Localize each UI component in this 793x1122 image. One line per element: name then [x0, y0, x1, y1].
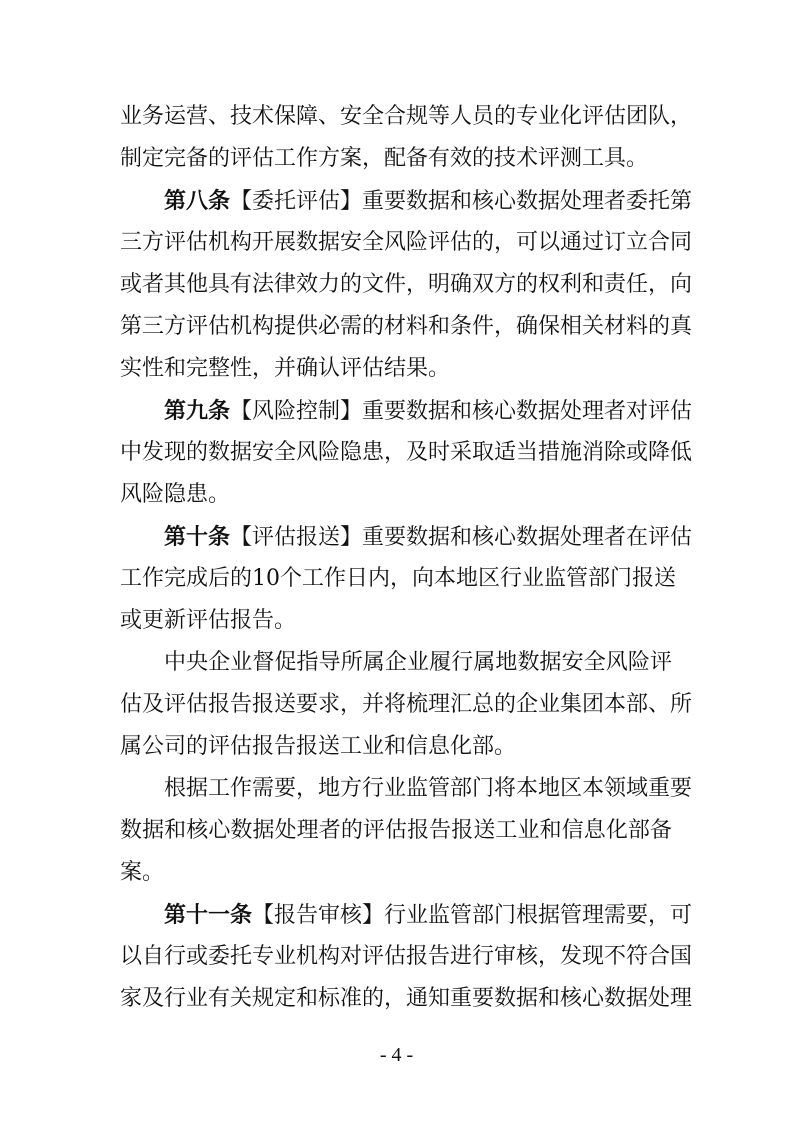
- body-line: 风险隐患。: [120, 482, 231, 507]
- body-line: 中发现的数据安全风险隐患，及时采取适当措施消除或降低: [120, 440, 693, 465]
- body-line: 中央企业督促指导所属企业履行属地数据安全风险评: [164, 650, 672, 675]
- body-line: 家及行业有关规定和标准的，通知重要数据和核心数据处理: [120, 986, 693, 1011]
- body-line: 实性和完整性，并确认评估结果。: [120, 356, 451, 381]
- body-line: 估及评估报告报送要求，并将梳理汇总的企业集团本部、所: [120, 692, 693, 717]
- body-line: 数据和核心数据处理者的评估报告报送工业和信息化部备: [120, 818, 672, 843]
- body-line: 三方评估机构开展数据安全风险评估的，可以通过订立合同: [120, 230, 693, 255]
- article-10-heading-text: 【评估报送】重要数据和核心数据处理者在评估: [230, 525, 693, 550]
- article-8-first-line: [164, 187, 693, 215]
- body-line: 业务运营、技术保障、安全合规等人员的专业化评估团队，: [120, 104, 693, 129]
- article-10-title: 第十条: [164, 524, 231, 550]
- article-8-heading-text: 【委托评估】重要数据和核心数据处理者委托第: [230, 189, 693, 214]
- article-9-heading-text: 【风险控制】重要数据和核心数据处理者对评估: [230, 399, 693, 424]
- body-line: 或者其他具有法律效力的文件，明确双方的权利和责任，向: [120, 272, 693, 297]
- article-11-heading-text: 【报告审核】行业监管部门根据管理需要，可: [252, 903, 693, 928]
- body-line: 属公司的评估报告报送工业和信息化部。: [120, 734, 517, 759]
- article-9-first-line: [164, 397, 693, 425]
- body-line: 根据工作需要，地方行业监管部门将本地区本领域重要: [164, 776, 693, 801]
- body-line: 第三方评估机构提供必需的材料和条件，确保相关材料的真: [120, 314, 693, 339]
- page-number: - 4 -: [379, 1044, 414, 1066]
- body-line: 以自行或委托专业机构对评估报告进行审核，发现不符合国: [120, 944, 693, 969]
- body-line: 工作完成后的10个工作日内，向本地区行业监管部门报送: [120, 566, 676, 591]
- article-11-first-line: [164, 901, 693, 929]
- article-9-title: 第九条: [164, 398, 231, 424]
- body-line: 制定完备的评估工作方案，配备有效的技术评测工具。: [120, 146, 649, 171]
- article-8-title: 第八条: [164, 188, 231, 214]
- body-line: 或更新评估报告。: [120, 608, 297, 633]
- article-11-title: 第十一条: [164, 902, 253, 928]
- article-10-first-line: [164, 523, 693, 551]
- body-line: 案。: [120, 860, 165, 885]
